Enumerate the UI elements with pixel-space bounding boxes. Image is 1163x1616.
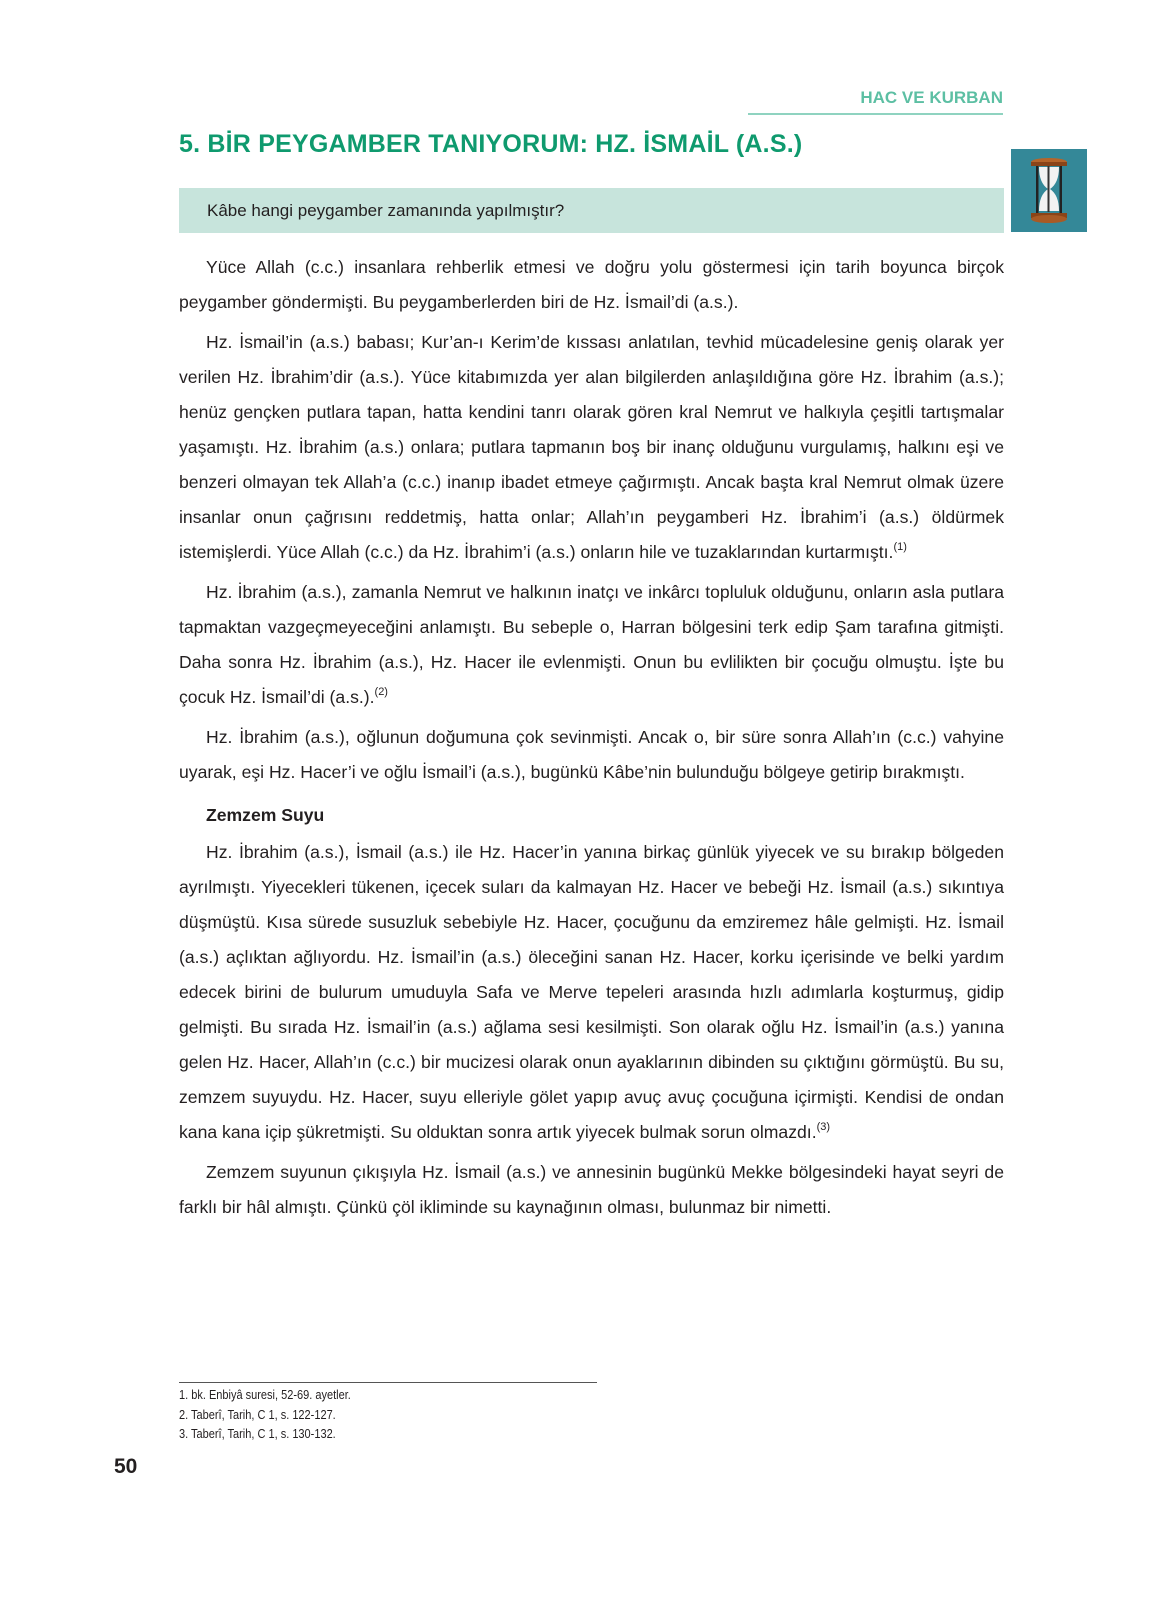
paragraph: Hz. İbrahim (a.s.), İsmail (a.s.) ile Hz. Hacer’in yanına birkaç günlük yiyecek ve su bırakıp bölgeden ayrılmıştı. Yiyecekleri tükenen, içecek suları da kalmayan Hz. Hacer ve bebeği Hz. İsmail (a.s.) sıkıntıya düşmüştü. Kısa sürede susuzluk sebebiyle Hz. Hacer, çocuğunu da emziremez hâle gelmişti. Hz. İsmail (a.s.) açlıktan ağlıyordu. Hz. İsmail’in (a.s.) öleceğini sanan Hz. Hacer, korku içerisinde ve belki yardım edecek birini de bulurum umuduyla Safa ve Merve tepeleri arasında hızlı adımlarla koşturmuş, gidip gelmişti. Bu sırada Hz. İsmail’in (a.s.) ağlama sesi kesilmişti. Son olarak oğlu Hz. İsmail’in (a.s.) yanına gelen Hz. Hacer, Allah’ın (c.c.) bir mucizesi olarak onun ayaklarının dibinden su çıktığını görmüştü. Bu su, zemzem suyuydu. Hz. Hacer, suyu elleriyle gölet yapıp avuç avuç çocuğuna içirmişti. Kendisi de ondan kana kana içip şükretmişti. Su olduktan sonra artık yiyecek bulmak sorun olmazdı.$^{(3)}$ [179,842,1004,1142]
body-text [179,250,1004,1230]
paragraph: Hz. İbrahim (a.s.), oğlunun doğumuna çok sevinmişti. Ancak o, bir süre sonra Allah’ın (c.c.) vahyine uyarak, eşi Hz. Hacer’i ve oğlu İsmail’i (a.s.), bugünkü Kâbe’nin bulunduğu bölgeye getirip bırakmıştı. [179,727,1004,782]
footnote: 2. Taberî, Tarih, C 1, s. 122-127. [179,1407,336,1422]
footnote-ref: (2) [374,686,388,698]
paragraph: Hz. İsmail’in (a.s.) babası; Kur’an-ı Kerim’de kıssası anlatılan, tevhid mücadelesine geniş olarak yer verilen Hz. İbrahim’dir (a.s.). Yüce kitabımızda yer alan bilgilerden anlaşıldığına göre Hz. İbrahim (a.s.); henüz gençken putlara tapan, hatta kendini tanrı olarak gören kral Nemrut ve halkıyla çeşitli tartışmalar yaşamıştı. Hz. İbrahim (a.s.) onlara; putlara tapmanın boş bir inanç olduğunu vurgulamış, halkını eşi ve benzeri olmayan tek Allah’a (c.c.) inanıp ibadet etmeye çağırmıştı. Ancak başta kral Nemrut olmak üzere insanlar onun çağrısını reddetmiş, hatta onlar; Allah’ın peygamberi Hz. İbrahim’i (a.s.) öldürmek istemişlerdi. Yüce Allah (c.c.) da Hz. İbrahim’i (a.s.) onların hile ve tuzaklarından kurtarmıştı.$^{(1)}$ [179,332,1004,562]
section-header: HAC VE KURBAN [748,88,1003,115]
footnote-ref: (1) [893,541,907,553]
page-title: 5. BİR PEYGAMBER TANIYORUM: HZ. İSMAİL (A.S.) [179,130,803,158]
footnote-divider [179,1382,597,1383]
footnotes [179,1386,351,1445]
paragraph: Zemzem suyunun çıkışıyla Hz. İsmail (a.s.) ve annesinin bugünkü Mekke bölgesindeki hayat seyri de farklı bir hâl almıştı. Çünkü çöl ikliminde su kaynağının olması, bulunmaz bir nimetti. [179,1162,1004,1217]
paragraph: Hz. İbrahim (a.s.), zamanla Nemrut ve halkının inatçı ve inkârcı topluluk olduğunu, onların asla putlara tapmaktan vazgeçmeyeceğini anlamıştı. Bu sebeple o, Harran bölgesini terk edip Şam tarafına gitmişti. Daha sonra Hz. İbrahim (a.s.), Hz. Hacer ile evlenmişti. Onun bu evlilikten bir çocuğu olmuştu. İşte bu çocuk Hz. İsmail’di (a.s.).$^{(2)}$ [179,582,1004,707]
hourglass-icon [1011,149,1087,232]
question-box: Kâbe hangi peygamber zamanında yapılmıştır? [179,188,1004,233]
footnote-ref: (3) [816,1121,831,1133]
footnote: 1. bk. Enbiyâ suresi, 52-69. ayetler. [179,1388,351,1402]
page-number: 50 [114,1455,138,1478]
paragraph: Yüce Allah (c.c.) insanlara rehberlik etmesi ve doğru yolu göstermesi için tarih boyunca birçok peygamber göndermişti. Bu peygamberlerden biri de Hz. İsmail’di (a.s.). [179,257,1004,312]
subheading: Zemzem Suyu [206,805,325,825]
footnote: 3. Taberî, Tarih, C 1, s. 130-132. [179,1427,336,1441]
